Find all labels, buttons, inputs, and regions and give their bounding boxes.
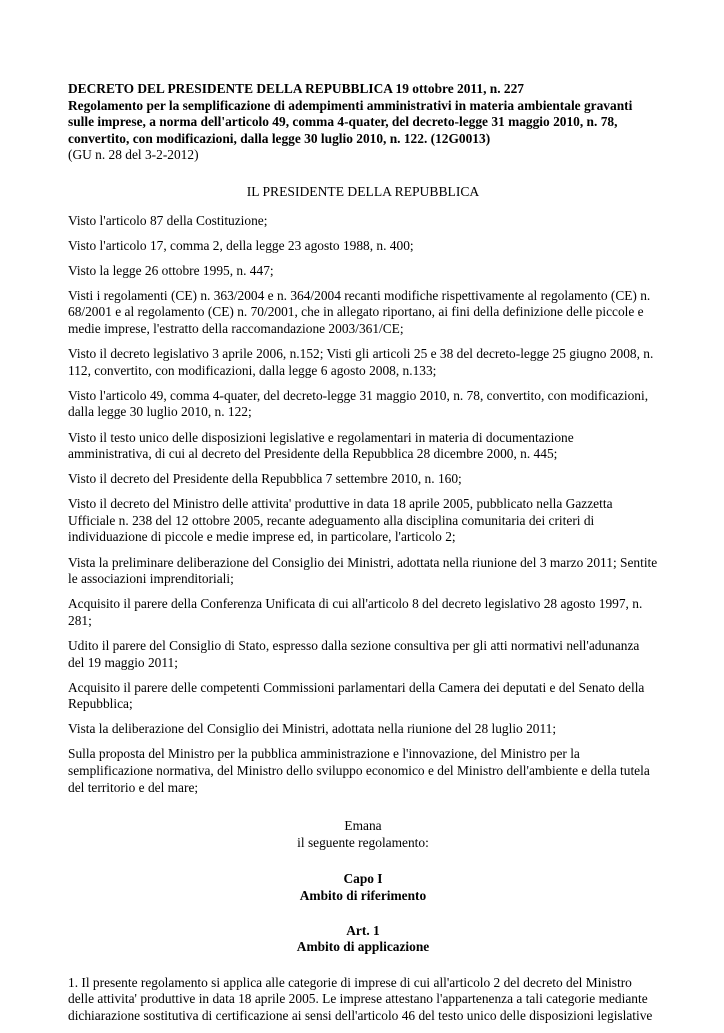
preamble-paragraph: Visto l'articolo 87 della Costituzione; (68, 212, 268, 228)
decree-title: DECRETO DEL PRESIDENTE DELLA REPUBBLICA 19 ottobre 2011, n. 227 (68, 81, 524, 96)
preamble-paragraph: Sulla proposta del Ministro per la pubblica amministrazione e l'innovazione, del Ministro per la semplificazione normativa, del Ministro dello sviluppo economico e del Ministro dell'ambiente e della tutela del territorio e del mare; (68, 746, 650, 795)
document-header (68, 81, 658, 164)
preamble-paragraph: Visto il decreto del Presidente della Repubblica 7 settembre 2010, n. 160; (68, 471, 462, 487)
preamble-paragraph: Vista la preliminare deliberazione del Consiglio dei Ministri, adottata nella riunione del 3 marzo 2011; Sentite le associazioni imprenditoriali; (68, 554, 658, 587)
emana-block (68, 818, 658, 851)
preamble-paragraph: Visto l'articolo 17, comma 2, della legge 23 agosto 1988, n. 400; (68, 237, 414, 253)
decree-subtitle: Regolamento per la semplificazione di adempimenti amministrativi in materia ambientale gravanti sulle imprese, a norma dell'articolo 49, comma 4-quater, del decreto-legge 31 maggio 2010, n. 78, convertito, con modificazioni, dalla legge 30 luglio 2010, n. 122. (12G0013) (68, 97, 633, 146)
article-number: Art. 1 (346, 922, 380, 938)
chapter-heading (68, 871, 658, 904)
preamble-paragraph: Visto il decreto legislativo 3 aprile 2006, n.152; Visti gli articoli 25 e 38 del decreto-legge 25 giugno 2008, n. 112, convertito, con modificazioni, dalla legge 6 agosto 2008, n.133; (68, 346, 654, 378)
chapter-title: Ambito di riferimento (299, 887, 427, 903)
article-heading (68, 923, 658, 956)
document-page (68, 81, 658, 1033)
preamble-paragraph: Acquisito il parere della Conferenza Unificata di cui all'articolo 8 del decreto legislativo 28 agosto 1997, n. 281; (68, 596, 643, 628)
article-body-paragraph: 1. Il presente regolamento si applica alle categorie di imprese di cui all'articolo 2 del decreto del Ministro delle attivita' produttive in data 18 aprile 2005. Le imprese attestano l'appartenenza a tali categorie mediante dichiarazione sostitutiva di certificazione ai sensi dell'articolo 46 del testo unico delle disposizioni legislative (68, 974, 653, 1023)
emana-regulation-line: il seguente regolamento: (297, 834, 429, 850)
president-heading: IL PRESIDENTE DELLA REPUBBLICA (246, 183, 480, 199)
preamble-paragraph: Vista la deliberazione del Consiglio dei Ministri, adottata nella riunione del 28 luglio 2011; (68, 721, 557, 737)
preamble (68, 213, 658, 797)
emana-word: Emana (344, 818, 382, 834)
preamble-paragraph: Visto il decreto del Ministro delle attivita' produttive in data 18 aprile 2005, pubblicato nella Gazzetta Ufficiale n. 238 del 12 ottobre 2005, recante adeguamento alla disciplina comunitaria dei criteri di individuazione di piccole e medie imprese ed, in particolare, l'articolo 2; (68, 496, 613, 545)
preamble-paragraph: Visti i regolamenti (CE) n. 363/2004 e n. 364/2004 recanti modifiche rispettivamente al regolamento (CE) n. 68/2001 e al regolamento (CE) n. 70/2001, che in allegato riportano, ai fini della definizione delle piccole e medie imprese, l'estratto della raccomandazione 2003/361/CE; (68, 287, 651, 337)
preamble-paragraph: Visto il testo unico delle disposizioni legislative e regolamentari in materia di documentazione amministrativa, di cui al decreto del Presidente della Repubblica 28 dicembre 2000, n. 445; (68, 429, 574, 462)
preamble-paragraph: Visto l'articolo 49, comma 4-quater, del decreto-legge 31 maggio 2010, n. 78, convertito, con modificazioni, dalla legge 30 luglio 2010, n. 122; (68, 387, 649, 420)
preamble-paragraph: Visto la legge 26 ottobre 1995, n. 447; (68, 262, 274, 278)
article-title: Ambito di applicazione (296, 939, 430, 955)
preamble-paragraph: Udito il parere del Consiglio di Stato, espresso dalla sezione consultiva per gli atti normativi nell'adunanza del 19 maggio 2011; (68, 637, 640, 670)
preamble-paragraph: Acquisito il parere delle competenti Commissioni parlamentari della Camera dei deputati e del Senato della Repubblica; (68, 679, 645, 712)
chapter-number: Capo I (343, 871, 383, 887)
gazette-reference: (GU n. 28 del 3-2-2012) (68, 147, 199, 163)
